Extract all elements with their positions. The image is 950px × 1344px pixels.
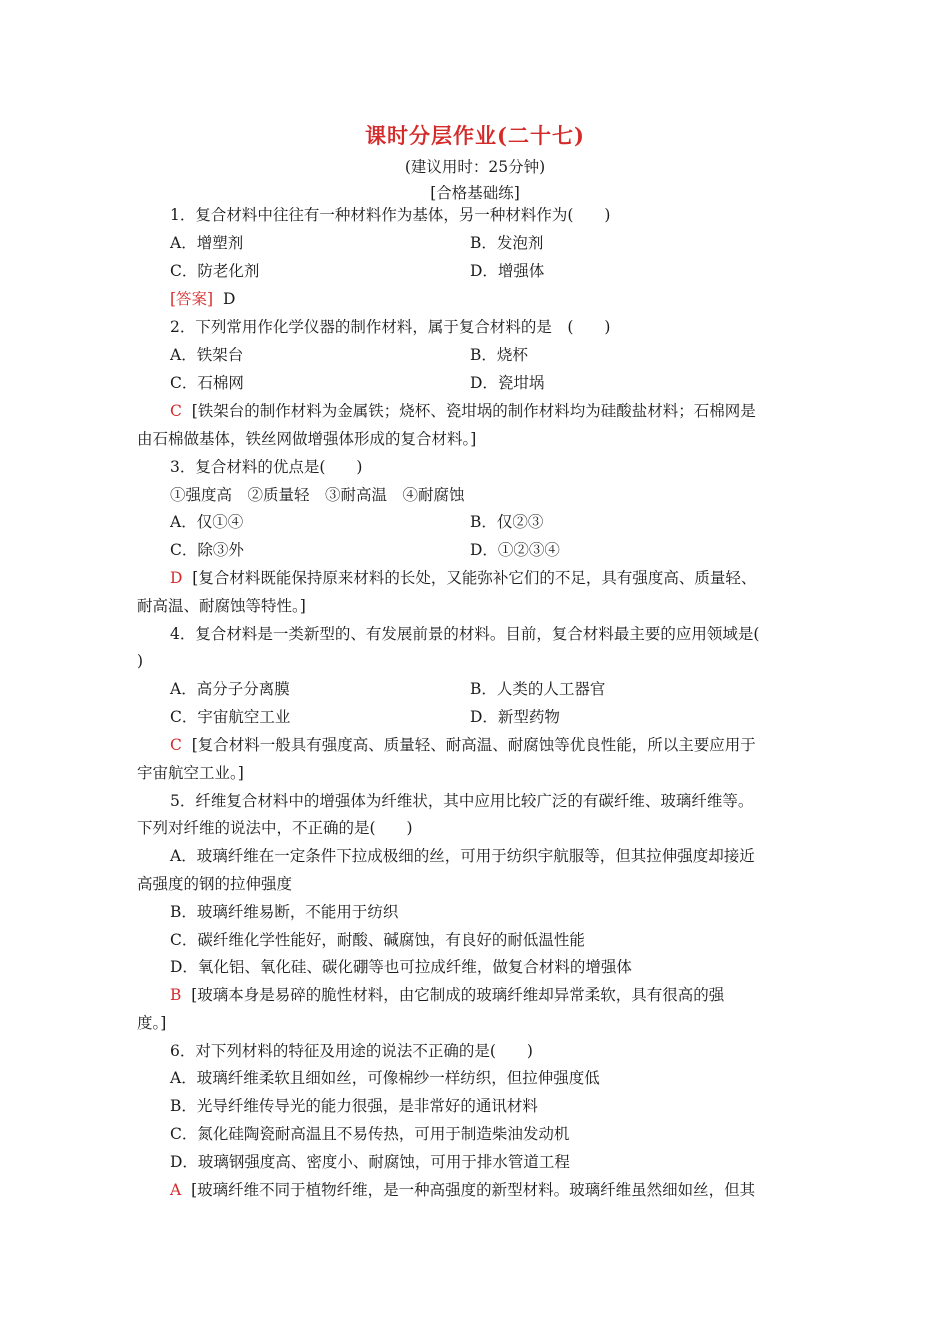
answer-letter: C	[170, 402, 182, 420]
answer-letter: A	[170, 1181, 182, 1199]
q2-stem: 2．下列常用作化学仪器的制作材料，属于复合材料的是 ( )	[170, 318, 611, 336]
answer-letter: B	[170, 986, 182, 1004]
q6-option-b: B．光导纤维传导光的能力很强，是非常好的通讯材料	[170, 1097, 538, 1115]
q4-option-b: B．人类的人工器官	[470, 680, 606, 698]
q3-option-d: D．①②③④	[470, 541, 560, 559]
q6-option-d: D．玻璃钢强度高、密度小、耐腐蚀，可用于排水管道工程	[170, 1153, 570, 1171]
q2-option-b: B．烧杯	[470, 346, 528, 364]
q5-explanation-line1: B [玻璃本身是易碎的脆性材料，由它制成的玻璃纤维却异常柔软，具有很高的强	[170, 986, 725, 1004]
q6-explanation-line1: A [玻璃纤维不同于植物纤维，是一种高强度的新型材料。玻璃纤维虽然细如丝，但其	[170, 1181, 756, 1199]
answer-letter: D	[170, 569, 183, 587]
q1-option-b: B．发泡剂	[470, 234, 544, 252]
q3-option-c: C．除③外	[170, 541, 244, 559]
answer-letter: C	[170, 736, 182, 754]
q5-option-a-line2: 高强度的钢的拉伸强度	[137, 875, 293, 893]
q5-stem-line1: 5．纤维复合材料中的增强体为纤维状，其中应用比较广泛的有碳纤维、玻璃纤维等。	[170, 792, 754, 810]
q5-explanation-line2: 度。]	[137, 1014, 167, 1032]
answer-value: D	[222, 290, 236, 308]
q2-explanation-line1: C [铁架台的制作材料为金属铁；烧杯、瓷坩埚的制作材料均为硅酸盐材料；石棉网是	[170, 402, 756, 420]
q4-stem-line1: 4．复合材料是一类新型的、有发展前景的材料。目前，复合材料最主要的应用领域是(	[170, 625, 760, 643]
q3-explanation-line1: D [复合材料既能保持原来材料的长处，又能弥补它们的不足，具有强度高、质量轻、	[170, 569, 757, 587]
q5-option-d: D．氧化铝、氧化硅、碳化硼等也可拉成纤维，做复合材料的增强体	[170, 958, 632, 976]
q1-stem: 1．复合材料中往往有一种材料作为基体，另一种材料作为( )	[170, 206, 611, 224]
q1-option-d: D．增强体	[470, 262, 545, 280]
q5-option-a-line1: A．玻璃纤维在一定条件下拉成极细的丝，可用于纺织宇航服等，但其拉伸强度却接近	[170, 847, 755, 865]
time-hint: (建议用时：25分钟)	[404, 158, 546, 176]
q6-option-c: C．氮化硅陶瓷耐高温且不易传热，可用于制造柴油发动机	[170, 1125, 570, 1143]
answer-tag: [答案]	[170, 290, 214, 308]
q2-option-c: C．石棉网	[170, 374, 244, 392]
q6-option-a: A．玻璃纤维柔软且细如丝，可像棉纱一样纺织，但拉伸强度低	[170, 1069, 600, 1087]
q3-stem: 3．复合材料的优点是( )	[170, 458, 363, 476]
q4-stem-line2: )	[137, 652, 144, 670]
page-title: 课时分层作业(二十七)	[365, 123, 585, 148]
q4-explanation-line2: 宇宙航空工业。]	[137, 764, 244, 782]
q3-option-b: B．仅②③	[470, 513, 544, 531]
q3-explanation-line2: 耐高温、耐腐蚀等特性。]	[137, 597, 306, 615]
q5-stem-line2: 下列对纤维的说法中，不正确的是( )	[137, 819, 413, 837]
q1-option-c: C．防老化剂	[170, 262, 260, 280]
section-heading: [合格基础练]	[430, 184, 520, 202]
q4-explanation-line1: C [复合材料一般具有强度高、质量轻、耐高温、耐腐蚀等优良性能，所以主要应用于	[170, 736, 756, 754]
q4-option-a: A．高分子分离膜	[170, 680, 290, 698]
q3-options-line: ①强度高 ②质量轻 ③耐高温 ④耐腐蚀	[170, 486, 465, 504]
q6-stem: 6．对下列材料的特征及用途的说法不正确的是( )	[170, 1042, 533, 1060]
q2-explanation-line2: 由石棉做基体，铁丝网做增强体形成的复合材料。]	[137, 430, 477, 448]
q2-option-a: A．铁架台	[170, 346, 244, 364]
q1-option-a: A．增塑剂	[170, 234, 244, 252]
q4-option-c: C．宇宙航空工业	[170, 708, 291, 726]
q5-option-c: C．碳纤维化学性能好，耐酸、碱腐蚀，有良好的耐低温性能	[170, 931, 585, 949]
q4-option-d: D．新型药物	[470, 708, 560, 726]
q3-option-a: A．仅①④	[170, 513, 244, 531]
q1-answer	[170, 289, 235, 309]
q5-option-b: B．玻璃纤维易断，不能用于纺织	[170, 903, 399, 921]
q2-option-d: D．瓷坩埚	[470, 374, 545, 392]
